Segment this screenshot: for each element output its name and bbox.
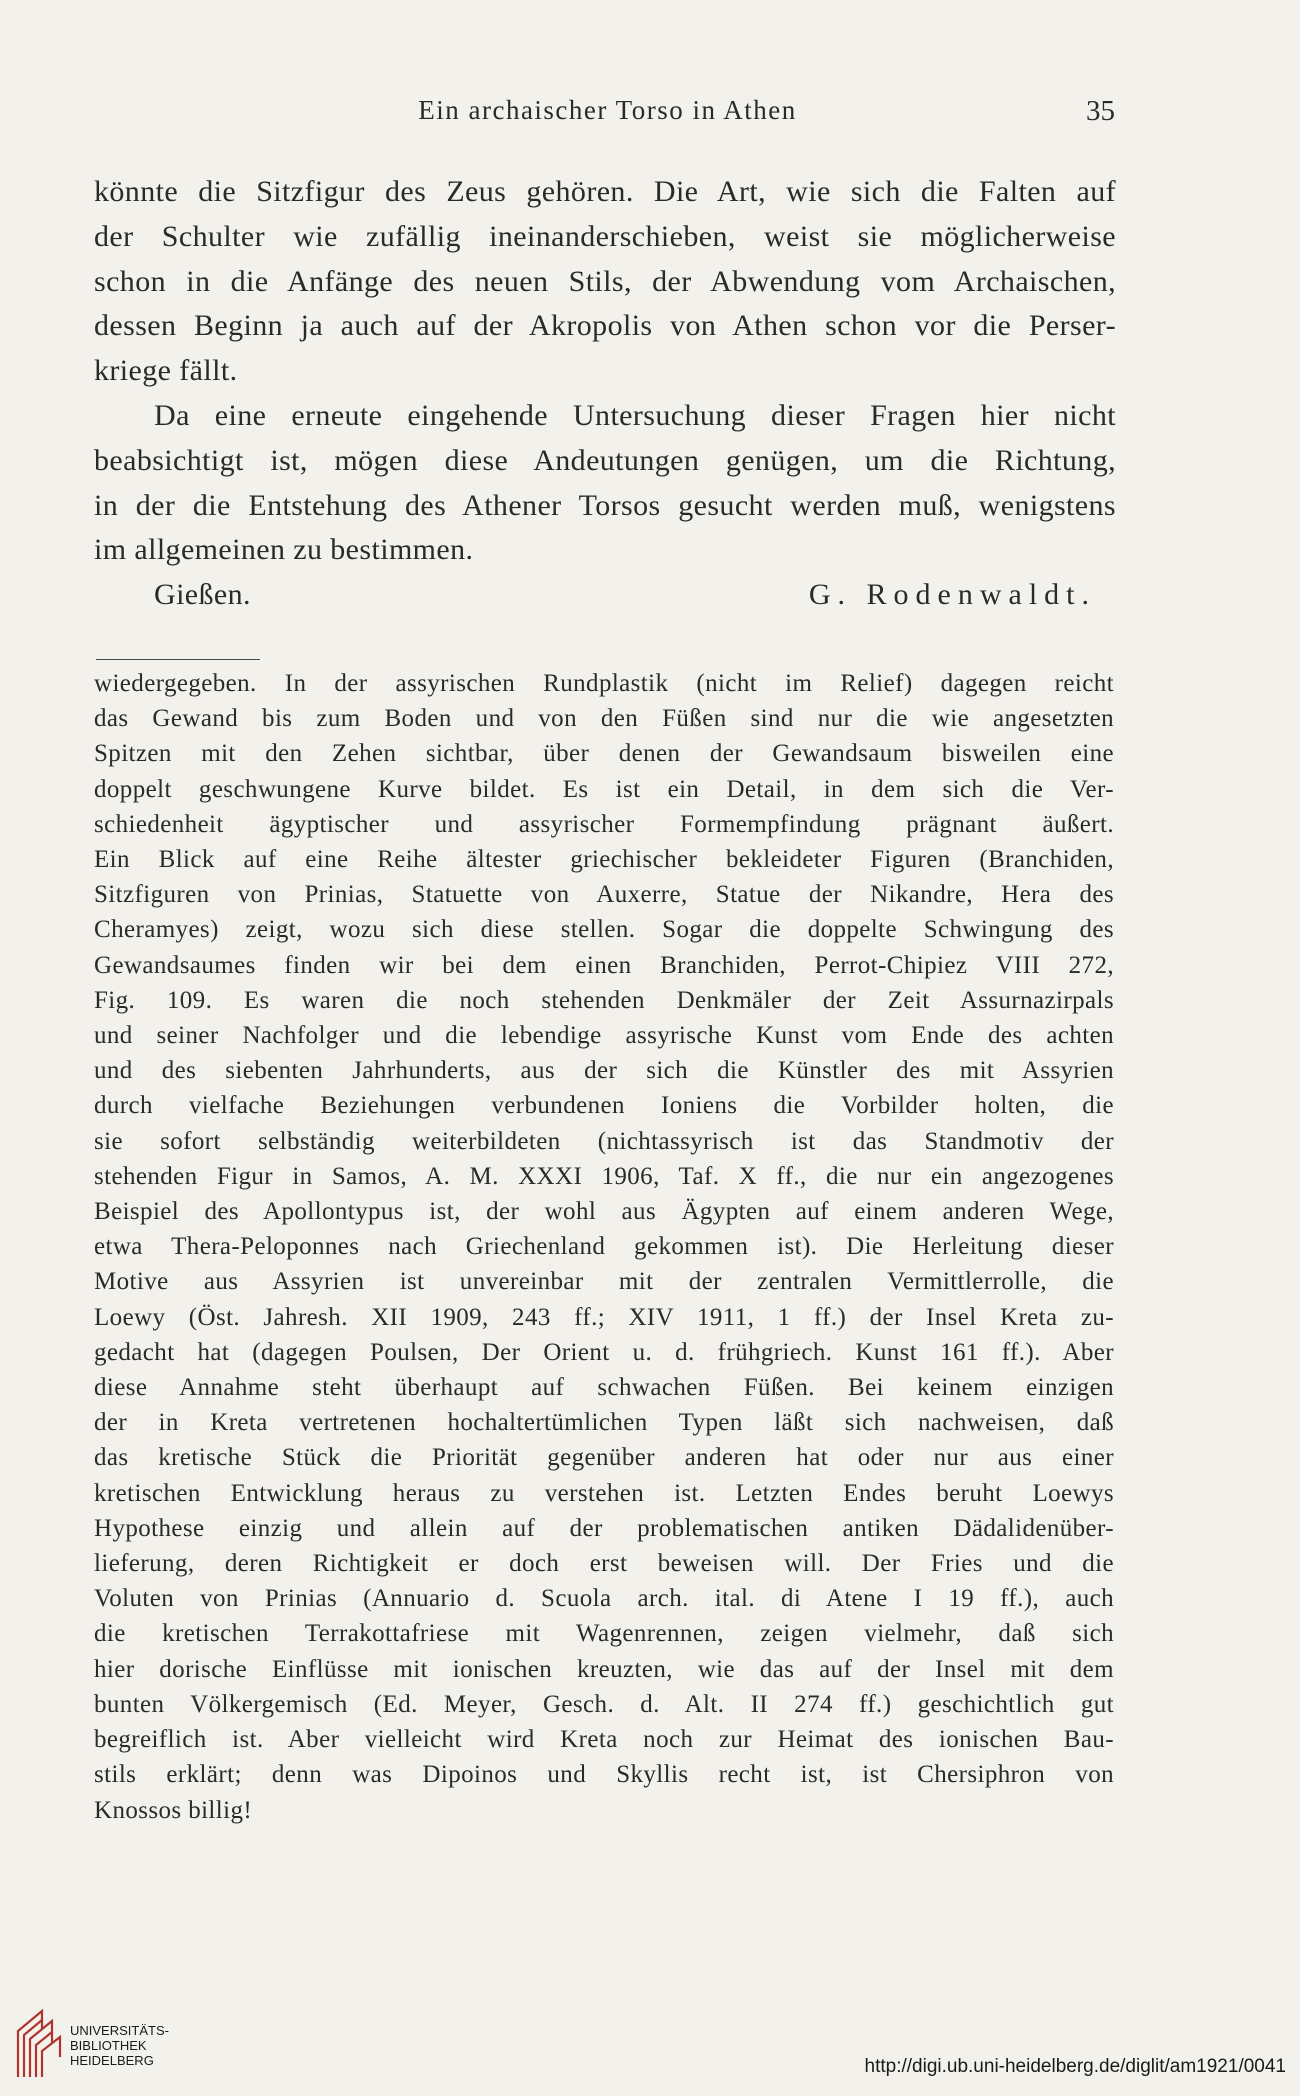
footnote-line: Cheramyes) zeigt, wozu sich diese stellen. Sogar die doppelte Schwingung des bbox=[94, 916, 1114, 944]
text-line: Da eine erneute eingehende Untersuchung dieser Fragen hier nicht bbox=[154, 398, 1116, 432]
library-logo-text bbox=[70, 2023, 169, 2068]
footnote-line: die kretischen Terrakottafriese mit Wagenrennen, zeigen vielmehr, daß sich bbox=[94, 1620, 1114, 1648]
footnote-line: Voluten von Prinias (Annuario d. Scuola arch. ital. di Atene I 19 ff.), auch bbox=[94, 1585, 1114, 1613]
footnote-line: schiedenheit ägyptischer und assyrischer Formempfindung prägnant äußert. bbox=[94, 810, 1114, 838]
footnote-line: Gewandsaumes finden wir bei dem einen Branchiden, Perrot-Chipiez VIII 272, bbox=[94, 951, 1114, 979]
footnote-line: etwa Thera-Peloponnes nach Griechenland gekommen ist). Die Herleitung dieser bbox=[94, 1233, 1114, 1261]
footnote-line: Fig. 109. Es waren die noch stehenden Denkmäler der Zeit Assurnazirpals bbox=[94, 986, 1114, 1014]
footnote-line: Hypothese einzig und allein auf der problematischen antiken Dädalidenüber- bbox=[94, 1514, 1114, 1542]
running-title: Ein archaischer Torso in Athen bbox=[418, 95, 797, 125]
main-text bbox=[94, 170, 1116, 618]
logo-line: BIBLIOTHEK bbox=[70, 2038, 147, 2053]
library-logo-icon bbox=[12, 2005, 66, 2083]
page-header bbox=[100, 95, 1115, 135]
signature-place: Gießen. bbox=[154, 578, 251, 612]
text-line: in der die Entstehung des Athener Torsos gesucht werden muß, wenigstens bbox=[94, 488, 1116, 522]
footnote-line: kretischen Entwicklung heraus zu verstehen ist. Letzten Endes beruht Loewys bbox=[94, 1479, 1114, 1507]
footnote-line: Ein Blick auf eine Reihe ältester griechischer bekleideter Figuren (Branchiden, bbox=[94, 846, 1114, 874]
footnote-line: das Gewand bis zum Boden und von den Füßen sind nur die wie angesetzten bbox=[94, 705, 1114, 733]
footnote-line: und seiner Nachfolger und die lebendige assyrische Kunst vom Ende des achten bbox=[94, 1022, 1114, 1050]
text-line: kriege fällt. bbox=[94, 354, 238, 388]
logo-line: UNIVERSITÄTS- bbox=[70, 2023, 169, 2038]
footnote-line: doppelt geschwungene Kurve bildet. Es ist ein Detail, in dem sich die Ver- bbox=[94, 775, 1114, 803]
footnote-line: der in Kreta vertretenen hochaltertümlichen Typen läßt sich nachweisen, daß bbox=[94, 1409, 1114, 1437]
footnote-line: Knossos billig! bbox=[94, 1796, 253, 1824]
footnote-line: hier dorische Einflüsse mit ionischen kreuzten, wie das auf der Insel mit dem bbox=[94, 1655, 1114, 1683]
footnote-line: sie sofort selbständig weiterbildeten (nichtassyrisch ist das Standmotiv der bbox=[94, 1127, 1114, 1155]
footnote-line: Spitzen mit den Zehen sichtbar, über denen der Gewandsaum bisweilen eine bbox=[94, 740, 1114, 768]
footnote-line: diese Annahme steht überhaupt auf schwachen Füßen. Bei keinem einzigen bbox=[94, 1374, 1114, 1402]
text-line: schon in die Anfänge des neuen Stils, der Abwendung vom Archaischen, bbox=[94, 264, 1116, 298]
text-line: der Schulter wie zufällig ineinanderschieben, weist sie möglicherweise bbox=[94, 219, 1116, 253]
footnote-line: das kretische Stück die Priorität gegenüber anderen hat oder nur aus einer bbox=[94, 1444, 1114, 1472]
footnote-line: Motive aus Assyrien ist unvereinbar mit der zentralen Vermittlerrolle, die bbox=[94, 1268, 1114, 1296]
footnote-line: und des siebenten Jahrhunderts, aus der sich die Künstler des mit Assyrien bbox=[94, 1057, 1114, 1085]
signature-author: G. Rodenwaldt. bbox=[808, 578, 1096, 612]
footnote-line: durch vielfache Beziehungen verbundenen Ioniens die Vorbilder holten, die bbox=[94, 1092, 1114, 1120]
source-url[interactable]: http://digi.ub.uni-heidelberg.de/diglit/am1921/0041 bbox=[864, 2056, 1286, 2077]
text-line: dessen Beginn ja auch auf der Akropolis von Athen schon vor die Perser- bbox=[94, 309, 1116, 343]
signature-row bbox=[94, 573, 1116, 618]
text-line: im allgemeinen zu bestimmen. bbox=[94, 533, 474, 567]
paragraph-1 bbox=[94, 170, 1116, 394]
footnote-line: lieferung, deren Richtigkeit er doch erst beweisen will. Der Fries und die bbox=[94, 1550, 1114, 1578]
footnote-line: stehenden Figur in Samos, A. M. XXXI 1906, Taf. X ff., die nur ein angezogenes bbox=[94, 1162, 1114, 1190]
footnote-separator bbox=[96, 659, 260, 660]
footnote-line: gedacht hat (dagegen Poulsen, Der Orient u. d. frühgriech. Kunst 161 ff.). Aber bbox=[94, 1338, 1114, 1366]
text-line: könnte die Sitzfigur des Zeus gehören. Die Art, wie sich die Falten auf bbox=[94, 175, 1116, 208]
text-line: beabsichtigt ist, mögen diese Andeutungen genügen, um die Richtung, bbox=[94, 443, 1116, 477]
footnote-line: Beispiel des Apollontypus ist, der wohl aus Ägypten auf einem anderen Wege, bbox=[94, 1198, 1114, 1226]
footnote bbox=[94, 666, 1114, 1828]
footnote-line: Loewy (Öst. Jahresh. XII 1909, 243 ff.; XIV 1911, 1 ff.) der Insel Kreta zu- bbox=[94, 1303, 1114, 1331]
footnote-line: bunten Völkergemisch (Ed. Meyer, Gesch. d. Alt. II 274 ff.) geschichtlich gut bbox=[94, 1690, 1114, 1718]
footnote-line: wiedergegeben. In der assyrischen Rundplastik (nicht im Relief) dagegen reicht bbox=[94, 670, 1114, 697]
logo-line: HEIDELBERG bbox=[70, 2053, 154, 2068]
library-logo[interactable] bbox=[12, 2005, 197, 2085]
page-number: 35 bbox=[1086, 95, 1115, 127]
footnote-line: begreiflich ist. Aber vielleicht wird Kreta noch zur Heimat des ionischen Bau- bbox=[94, 1726, 1114, 1754]
footnote-line: stils erklärt; denn was Dipoinos und Skyllis recht ist, ist Chersiphron von bbox=[94, 1761, 1114, 1789]
paragraph-2 bbox=[94, 394, 1116, 573]
footnote-line: Sitzfiguren von Prinias, Statuette von Auxerre, Statue der Nikandre, Hera des bbox=[94, 881, 1114, 909]
